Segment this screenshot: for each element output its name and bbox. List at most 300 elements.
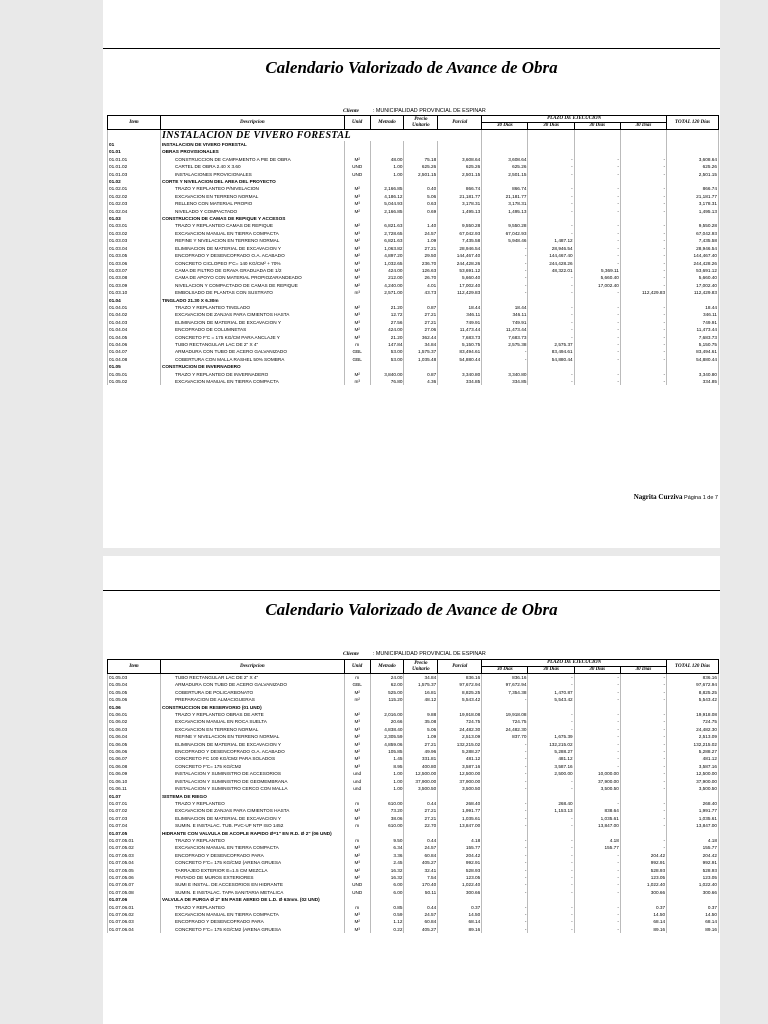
cell-period-4: - — [620, 163, 666, 170]
table-row — [108, 282, 719, 289]
table-row — [108, 245, 719, 252]
cell-item: 01.03.10 — [108, 289, 161, 296]
cell-period-4: 14.50 — [620, 911, 666, 918]
cell-unid — [344, 830, 370, 837]
cell-parcial — [438, 215, 482, 222]
cell-unid: M³ — [344, 815, 370, 822]
cell-metrado — [370, 363, 404, 370]
cell-precio-unitario: 362.44 — [404, 334, 438, 341]
header-item: Item — [108, 660, 161, 674]
cell-period-1: 724.75 — [482, 718, 528, 725]
cell-unid: m — [344, 822, 370, 829]
cell-total: 992.91 — [667, 859, 719, 866]
cell-metrado — [370, 297, 404, 304]
cell-item: 01.04 — [108, 297, 161, 304]
cell-period-3 — [574, 830, 620, 837]
cell-unid: M³ — [344, 319, 370, 326]
cell-metrado: 53.00 — [370, 356, 404, 363]
table-row — [108, 800, 719, 807]
cell-period-3: - — [574, 681, 620, 688]
cell-parcial: 1,991.77 — [438, 807, 482, 814]
cell-item: 01.07.05.03 — [108, 852, 161, 859]
cell-metrado: 2.45 — [370, 859, 404, 866]
cell-period-2: - — [528, 304, 574, 311]
cell-period-1: - — [482, 911, 528, 918]
cell-total: 3,500.50 — [667, 785, 719, 792]
cell-period-3: - — [574, 689, 620, 696]
cell-parcial — [438, 704, 482, 711]
cell-unid — [344, 215, 370, 222]
cell-item: 01.04.01 — [108, 304, 161, 311]
cell-period-3: - — [574, 171, 620, 178]
cell-period-3: - — [574, 163, 620, 170]
cell-descripcion: CORTE Y NIVELACION DEL AREA DEL PROYECTO — [160, 178, 344, 185]
cell-period-2: - — [528, 274, 574, 281]
table-row — [108, 378, 719, 385]
cell-parcial: 28,946.54 — [438, 245, 482, 252]
cell-precio-unitario: 7.54 — [404, 874, 438, 881]
header-item: Item — [108, 116, 161, 130]
cell-item: 01.06.03 — [108, 726, 161, 733]
table-row — [108, 889, 719, 896]
cell-descripcion: EXCAVACION EN TERRENO NORMAL — [160, 726, 344, 733]
cell-period-4: - — [620, 718, 666, 725]
cell-period-3: - — [574, 859, 620, 866]
cell-metrado: 9.50 — [370, 837, 404, 844]
cell-parcial: 866.74 — [438, 185, 482, 192]
cell-period-1: 3,178.31 — [482, 200, 528, 207]
cell-unid: M³ — [344, 260, 370, 267]
cell-period-2: - — [528, 844, 574, 851]
cell-period-1: 836.16 — [482, 674, 528, 682]
cell-metrado — [370, 830, 404, 837]
cell-item: 01.04.04 — [108, 326, 161, 333]
cell-precio-unitario — [404, 148, 438, 155]
cell-period-4: - — [620, 800, 666, 807]
cell-period-3: - — [574, 874, 620, 881]
cell-parcial — [438, 297, 482, 304]
cell-metrado: 6.00 — [370, 889, 404, 896]
cell-metrado: 2,016.00 — [370, 711, 404, 718]
cell-precio-unitario: 27.21 — [404, 815, 438, 822]
cell-total: 24,482.30 — [667, 726, 719, 733]
cell-precio-unitario: 1.40 — [404, 222, 438, 229]
cell-descripcion: EXCAVACION DE ZANJAS PARA CIMIENTOS HASTA — [160, 311, 344, 318]
table-row — [108, 807, 719, 814]
cell-metrado: 2,166.85 — [370, 185, 404, 192]
cell-period-2 — [528, 793, 574, 800]
header-period-1: 30 Días — [482, 667, 528, 674]
cell-parcial: 123.05 — [438, 874, 482, 881]
cell-total: 123.05 — [667, 874, 719, 881]
cell-period-3: - — [574, 911, 620, 918]
cell-unid: M² — [344, 237, 370, 244]
cell-period-2: - — [528, 282, 574, 289]
cell-period-2 — [528, 297, 574, 304]
cell-period-2: - — [528, 319, 574, 326]
cell-total: 67,042.93 — [667, 230, 719, 237]
cell-period-1: - — [482, 245, 528, 252]
cell-total: 14.50 — [667, 911, 719, 918]
cell-parcial: 7,435.58 — [438, 237, 482, 244]
cell-descripcion: ELIMINACION DE MATERIAL DE EXCAVACION Y — [160, 245, 344, 252]
header-total: TOTAL 120 Días — [667, 116, 719, 130]
cell-unid: M³ — [344, 718, 370, 725]
table-row — [108, 304, 719, 311]
cell-descripcion: VALVULA DE PURGA Ø 2" EN PASE AEREO DE L.D. Ø 63mm. (02 UND) — [160, 896, 344, 903]
cell-period-4 — [620, 297, 666, 304]
table-row — [108, 222, 719, 229]
cell-period-2: 3,587.16 — [528, 763, 574, 770]
header-parcial: Parcial — [438, 660, 482, 674]
table-row — [108, 726, 719, 733]
cell-descripcion: CONSTRUCION DE INVERNADERO — [160, 363, 344, 370]
cell-precio-unitario: 405.27 — [404, 859, 438, 866]
schedule-body-1 — [108, 130, 719, 386]
cell-period-4: - — [620, 696, 666, 703]
cell-period-1: - — [482, 282, 528, 289]
cell-period-4: - — [620, 237, 666, 244]
cell-period-3: - — [574, 319, 620, 326]
cell-precio-unitario: 16.81 — [404, 689, 438, 696]
cell-total: 749.91 — [667, 319, 719, 326]
cell-item: 01.06.08 — [108, 763, 161, 770]
cell-descripcion: ELIMINACION DE MATERIAL DE EXCAVACION Y — [160, 741, 344, 748]
cell-period-2: - — [528, 859, 574, 866]
cell-descripcion: CONCRETO F'C = 175 KG/CM PARA ANCLAJE Y — [160, 334, 344, 341]
cell-period-1: - — [482, 785, 528, 792]
cell-metrado: 525.00 — [370, 689, 404, 696]
cell-unid: GBL — [344, 348, 370, 355]
cell-period-1: - — [482, 778, 528, 785]
cell-metrado: 20.66 — [370, 718, 404, 725]
cell-precio-unitario: 4.01 — [404, 282, 438, 289]
cell-descripcion: TRAZO Y REPLANTEO — [160, 904, 344, 911]
cell-descripcion: CARTEL DE OBRA 2.40 X 3.60 — [160, 163, 344, 170]
cell-period-1: 334.85 — [482, 378, 528, 385]
cell-metrado: 1.12 — [370, 918, 404, 925]
cell-metrado — [370, 793, 404, 800]
cell-descripcion: NIVELACION Y COMPACTADO DE CAMAS DE REPIQUE — [160, 282, 344, 289]
cell-period-3 — [574, 148, 620, 155]
cell-item: 01.06.10 — [108, 778, 161, 785]
cell-unid: UND — [344, 889, 370, 896]
cell-metrado: 610.00 — [370, 822, 404, 829]
cell-parcial: 0.37 — [438, 904, 482, 911]
cell-descripcion: CONSTRUCCION DE RESERVORIO (01 UND) — [160, 704, 344, 711]
cell-descripcion: ARMADURA CON TUBO DE ACERO GALVANIZADO — [160, 681, 344, 688]
cell-metrado: 6,821.63 — [370, 222, 404, 229]
cell-descripcion: PREPARACION DE ALMACIGUERAS — [160, 696, 344, 703]
cell-descripcion: REFINE Y NIVELACION EN TERRENO NORMAL — [160, 733, 344, 740]
cell-period-2: - — [528, 163, 574, 170]
cell-period-4: - — [620, 245, 666, 252]
cell-period-3 — [574, 215, 620, 222]
header-period-4: 30 Días — [620, 667, 666, 674]
cell-parcial: 992.91 — [438, 859, 482, 866]
cell-unid: m² — [344, 696, 370, 703]
cell-unid: M³ — [344, 807, 370, 814]
header-metrado: Metrado — [370, 116, 404, 130]
cell-metrado: 4,838.40 — [370, 726, 404, 733]
cell-period-4: 300.66 — [620, 889, 666, 896]
cell-total: 9,550.28 — [667, 222, 719, 229]
cell-total: 481.12 — [667, 755, 719, 762]
cell-item: 01.07.05.07 — [108, 881, 161, 888]
cell-unid: M² — [344, 711, 370, 718]
cell-unid: M² — [344, 326, 370, 333]
table-row — [108, 844, 719, 851]
cell-period-2: - — [528, 200, 574, 207]
cell-metrado — [370, 141, 404, 148]
cell-period-2 — [528, 704, 574, 711]
cell-metrado — [370, 704, 404, 711]
cell-precio-unitario: 37,900.00 — [404, 778, 438, 785]
table-row — [108, 763, 719, 770]
cell-descripcion: EXCAVACION EN TERRENO NORMAL — [160, 193, 344, 200]
cell-item: 01.03.05 — [108, 252, 161, 259]
cell-total: 724.75 — [667, 718, 719, 725]
cell-parcial: 2,513.09 — [438, 733, 482, 740]
cell-total: 5,660.40 — [667, 274, 719, 281]
cell-total: 1,022.40 — [667, 881, 719, 888]
cell-period-1 — [482, 178, 528, 185]
cell-metrado: 73.20 — [370, 807, 404, 814]
cell-metrado: 62.00 — [370, 681, 404, 688]
cell-period-4: - — [620, 260, 666, 267]
cell-period-4 — [620, 215, 666, 222]
cell-descripcion: EXCAVACION MANUAL EN TIERRA COMPACTA — [160, 378, 344, 385]
cell-unid: M² — [344, 156, 370, 163]
cell-item: 01.06.06 — [108, 748, 161, 755]
table-row — [108, 163, 719, 170]
cell-descripcion: ENCOFRADO DE COLUMNETAS — [160, 326, 344, 333]
cell-period-1: - — [482, 348, 528, 355]
cell-item: 01.06.04 — [108, 733, 161, 740]
cell-precio-unitario: 236.70 — [404, 260, 438, 267]
cell-period-2: 48,322.01 — [528, 267, 574, 274]
cell-total: 3,587.16 — [667, 763, 719, 770]
cell-period-3: - — [574, 800, 620, 807]
cell-period-3 — [574, 141, 620, 148]
cell-parcial: 7,683.73 — [438, 334, 482, 341]
page-footer — [634, 493, 718, 501]
cell-period-2: - — [528, 874, 574, 881]
cell-period-3: - — [574, 889, 620, 896]
cell-descripcion: OBRAS PROVISIONALES — [160, 148, 344, 155]
cell-item: 01.05 — [108, 363, 161, 370]
cell-period-3: - — [574, 741, 620, 748]
cell-period-4: - — [620, 748, 666, 755]
cell-parcial: 97,672.94 — [438, 681, 482, 688]
cell-period-2: 132,215.02 — [528, 741, 574, 748]
cell-period-2 — [528, 830, 574, 837]
cell-period-4: - — [620, 837, 666, 844]
header-period-1: 30 Días — [482, 123, 528, 130]
cell-parcial — [438, 896, 482, 903]
cell-descripcion: EXCAVACION MANUAL EN TIERRA COMPACTA — [160, 230, 344, 237]
table-row — [108, 252, 719, 259]
top-rule — [103, 48, 720, 49]
cell-period-3: - — [574, 867, 620, 874]
cell-period-1: - — [482, 874, 528, 881]
cell-unid: m³ — [344, 289, 370, 296]
cell-period-1: - — [482, 852, 528, 859]
cell-total: 5,288.27 — [667, 748, 719, 755]
table-row — [108, 274, 719, 281]
cell-precio-unitario: 27.21 — [404, 311, 438, 318]
cell-period-3: 838.64 — [574, 807, 620, 814]
cell-period-1: - — [482, 815, 528, 822]
cell-parcial: 1,022.40 — [438, 881, 482, 888]
cell-period-1: - — [482, 289, 528, 296]
cell-period-3: 5,369.11 — [574, 267, 620, 274]
cell-total: 144,467.40 — [667, 252, 719, 259]
cell-total — [667, 141, 719, 148]
table-row — [108, 718, 719, 725]
cell-unid: M³ — [344, 267, 370, 274]
cell-descripcion: TRAZO Y REPLANTEO TINGLADO — [160, 304, 344, 311]
section-row — [108, 297, 719, 304]
cell-unid: M³ — [344, 193, 370, 200]
cell-period-1: - — [482, 267, 528, 274]
cell-period-4 — [620, 148, 666, 155]
cell-period-1: - — [482, 889, 528, 896]
cell-item: 01.01.02 — [108, 163, 161, 170]
cell-parcial: 18.44 — [438, 304, 482, 311]
cell-period-4: - — [620, 348, 666, 355]
cell-period-4: - — [620, 334, 666, 341]
cell-period-3 — [574, 896, 620, 903]
cell-metrado — [370, 148, 404, 155]
cell-unid — [344, 141, 370, 148]
header-precio-unitario: Precio Unitario — [404, 116, 438, 130]
cell-precio-unitario: 625.26 — [404, 163, 438, 170]
cell-period-4 — [620, 141, 666, 148]
cell-total: 132,215.02 — [667, 741, 719, 748]
cell-period-4: - — [620, 193, 666, 200]
cell-period-1: - — [482, 844, 528, 851]
cell-period-4: - — [620, 267, 666, 274]
cell-descripcion: TRAZO Y REPLANTEO — [160, 837, 344, 844]
cell-descripcion: SUMIN. E INSTALAC. TUB. PVC-UF NTP ISO 1452 — [160, 822, 344, 829]
cell-parcial: 3,340.80 — [438, 371, 482, 378]
cell-precio-unitario: 0.44 — [404, 800, 438, 807]
cell-precio-unitario: 331.81 — [404, 755, 438, 762]
cell-unid: M² — [344, 304, 370, 311]
header-unid: Unid — [344, 660, 370, 674]
cell-parcial: 68.14 — [438, 918, 482, 925]
cell-period-3: - — [574, 378, 620, 385]
cell-total: 12,500.00 — [667, 770, 719, 777]
cell-precio-unitario: 5.06 — [404, 726, 438, 733]
cell-total: 13,847.00 — [667, 822, 719, 829]
cell-parcial: 132,215.02 — [438, 741, 482, 748]
cell-unid: GBL — [344, 356, 370, 363]
cell-parcial: 724.75 — [438, 718, 482, 725]
cell-item: 01.07.05 — [108, 830, 161, 837]
cell-period-2: - — [528, 185, 574, 192]
cell-total: 836.16 — [667, 674, 719, 682]
cell-item: 01.03.04 — [108, 245, 161, 252]
table-row — [108, 356, 719, 363]
cell-metrado: 4,897.20 — [370, 252, 404, 259]
cell-item: 01.06.02 — [108, 718, 161, 725]
cell-period-4 — [620, 793, 666, 800]
cell-unid: M³ — [344, 859, 370, 866]
cell-total: 3,608.64 — [667, 156, 719, 163]
cell-precio-unitario: 32.41 — [404, 867, 438, 874]
cell-period-1: 625.26 — [482, 163, 528, 170]
cell-precio-unitario: 0.44 — [404, 904, 438, 911]
cell-total: 1,991.77 — [667, 807, 719, 814]
table-row — [108, 874, 719, 881]
cell-period-3 — [574, 297, 620, 304]
document-title: Calendario Valorizado de Avance de Obra — [265, 58, 558, 77]
cell-metrado: 8.95 — [370, 763, 404, 770]
cell-parcial: 528.93 — [438, 867, 482, 874]
cell-precio-unitario: 9.88 — [404, 711, 438, 718]
cell-period-2: - — [528, 718, 574, 725]
table-row — [108, 741, 719, 748]
cell-precio-unitario: 400.80 — [404, 763, 438, 770]
cell-period-2: - — [528, 289, 574, 296]
cell-descripcion: TRAZO Y REPLANTEO CAMAS DE REPIQUE — [160, 222, 344, 229]
cell-period-4: - — [620, 733, 666, 740]
cell-item: 01.01 — [108, 148, 161, 155]
cell-precio-unitario: 27.06 — [404, 326, 438, 333]
cell-metrado: 1.45 — [370, 755, 404, 762]
cell-precio-unitario: 24.57 — [404, 230, 438, 237]
cell-total: 1,495.13 — [667, 208, 719, 215]
cell-period-1: - — [482, 807, 528, 814]
cell-period-2: 54,880.44 — [528, 356, 574, 363]
cell-period-3: - — [574, 918, 620, 925]
cell-parcial: 481.12 — [438, 755, 482, 762]
cell-metrado: 4,859.06 — [370, 741, 404, 748]
cell-period-2: - — [528, 904, 574, 911]
cell-unid: UND — [344, 163, 370, 170]
cell-unid: UND — [344, 171, 370, 178]
cell-parcial: 268.40 — [438, 800, 482, 807]
cell-metrado: 0.85 — [370, 904, 404, 911]
cell-descripcion: TRAZO Y REPLANTEO DE INVERNADERO — [160, 371, 344, 378]
cell-item: 01.05.06 — [108, 696, 161, 703]
cell-total: 54,880.44 — [667, 356, 719, 363]
cell-item: 01.03.08 — [108, 274, 161, 281]
cell-precio-unitario: 12,500.00 — [404, 770, 438, 777]
cell-metrado: 2,166.85 — [370, 208, 404, 215]
cell-period-4: - — [620, 230, 666, 237]
cell-precio-unitario: 22.70 — [404, 822, 438, 829]
cell-item: 01.07.06 — [108, 896, 161, 903]
cell-descripcion: CONCRETO FC 100 KG/CM2 PARA SOLADOS — [160, 755, 344, 762]
cell-unid: und — [344, 785, 370, 792]
cell-descripcion: EXCAVACION MANUAL EN ROCA SUELTA — [160, 718, 344, 725]
cell-parcial — [438, 363, 482, 370]
table-row — [108, 881, 719, 888]
cell-unid: m — [344, 904, 370, 911]
cell-period-2: 83,494.61 — [528, 348, 574, 355]
cell-descripcion: TARRAJEO EXTERIOR E=1.5 CM MEZCLA — [160, 867, 344, 874]
cell-total — [667, 793, 719, 800]
cell-period-4: 528.93 — [620, 867, 666, 874]
cell-parcial: 24,482.30 — [438, 726, 482, 733]
cell-period-3: - — [574, 326, 620, 333]
cell-period-4: - — [620, 770, 666, 777]
cell-period-1: 19,918.08 — [482, 711, 528, 718]
cell-metrado: 1.00 — [370, 778, 404, 785]
